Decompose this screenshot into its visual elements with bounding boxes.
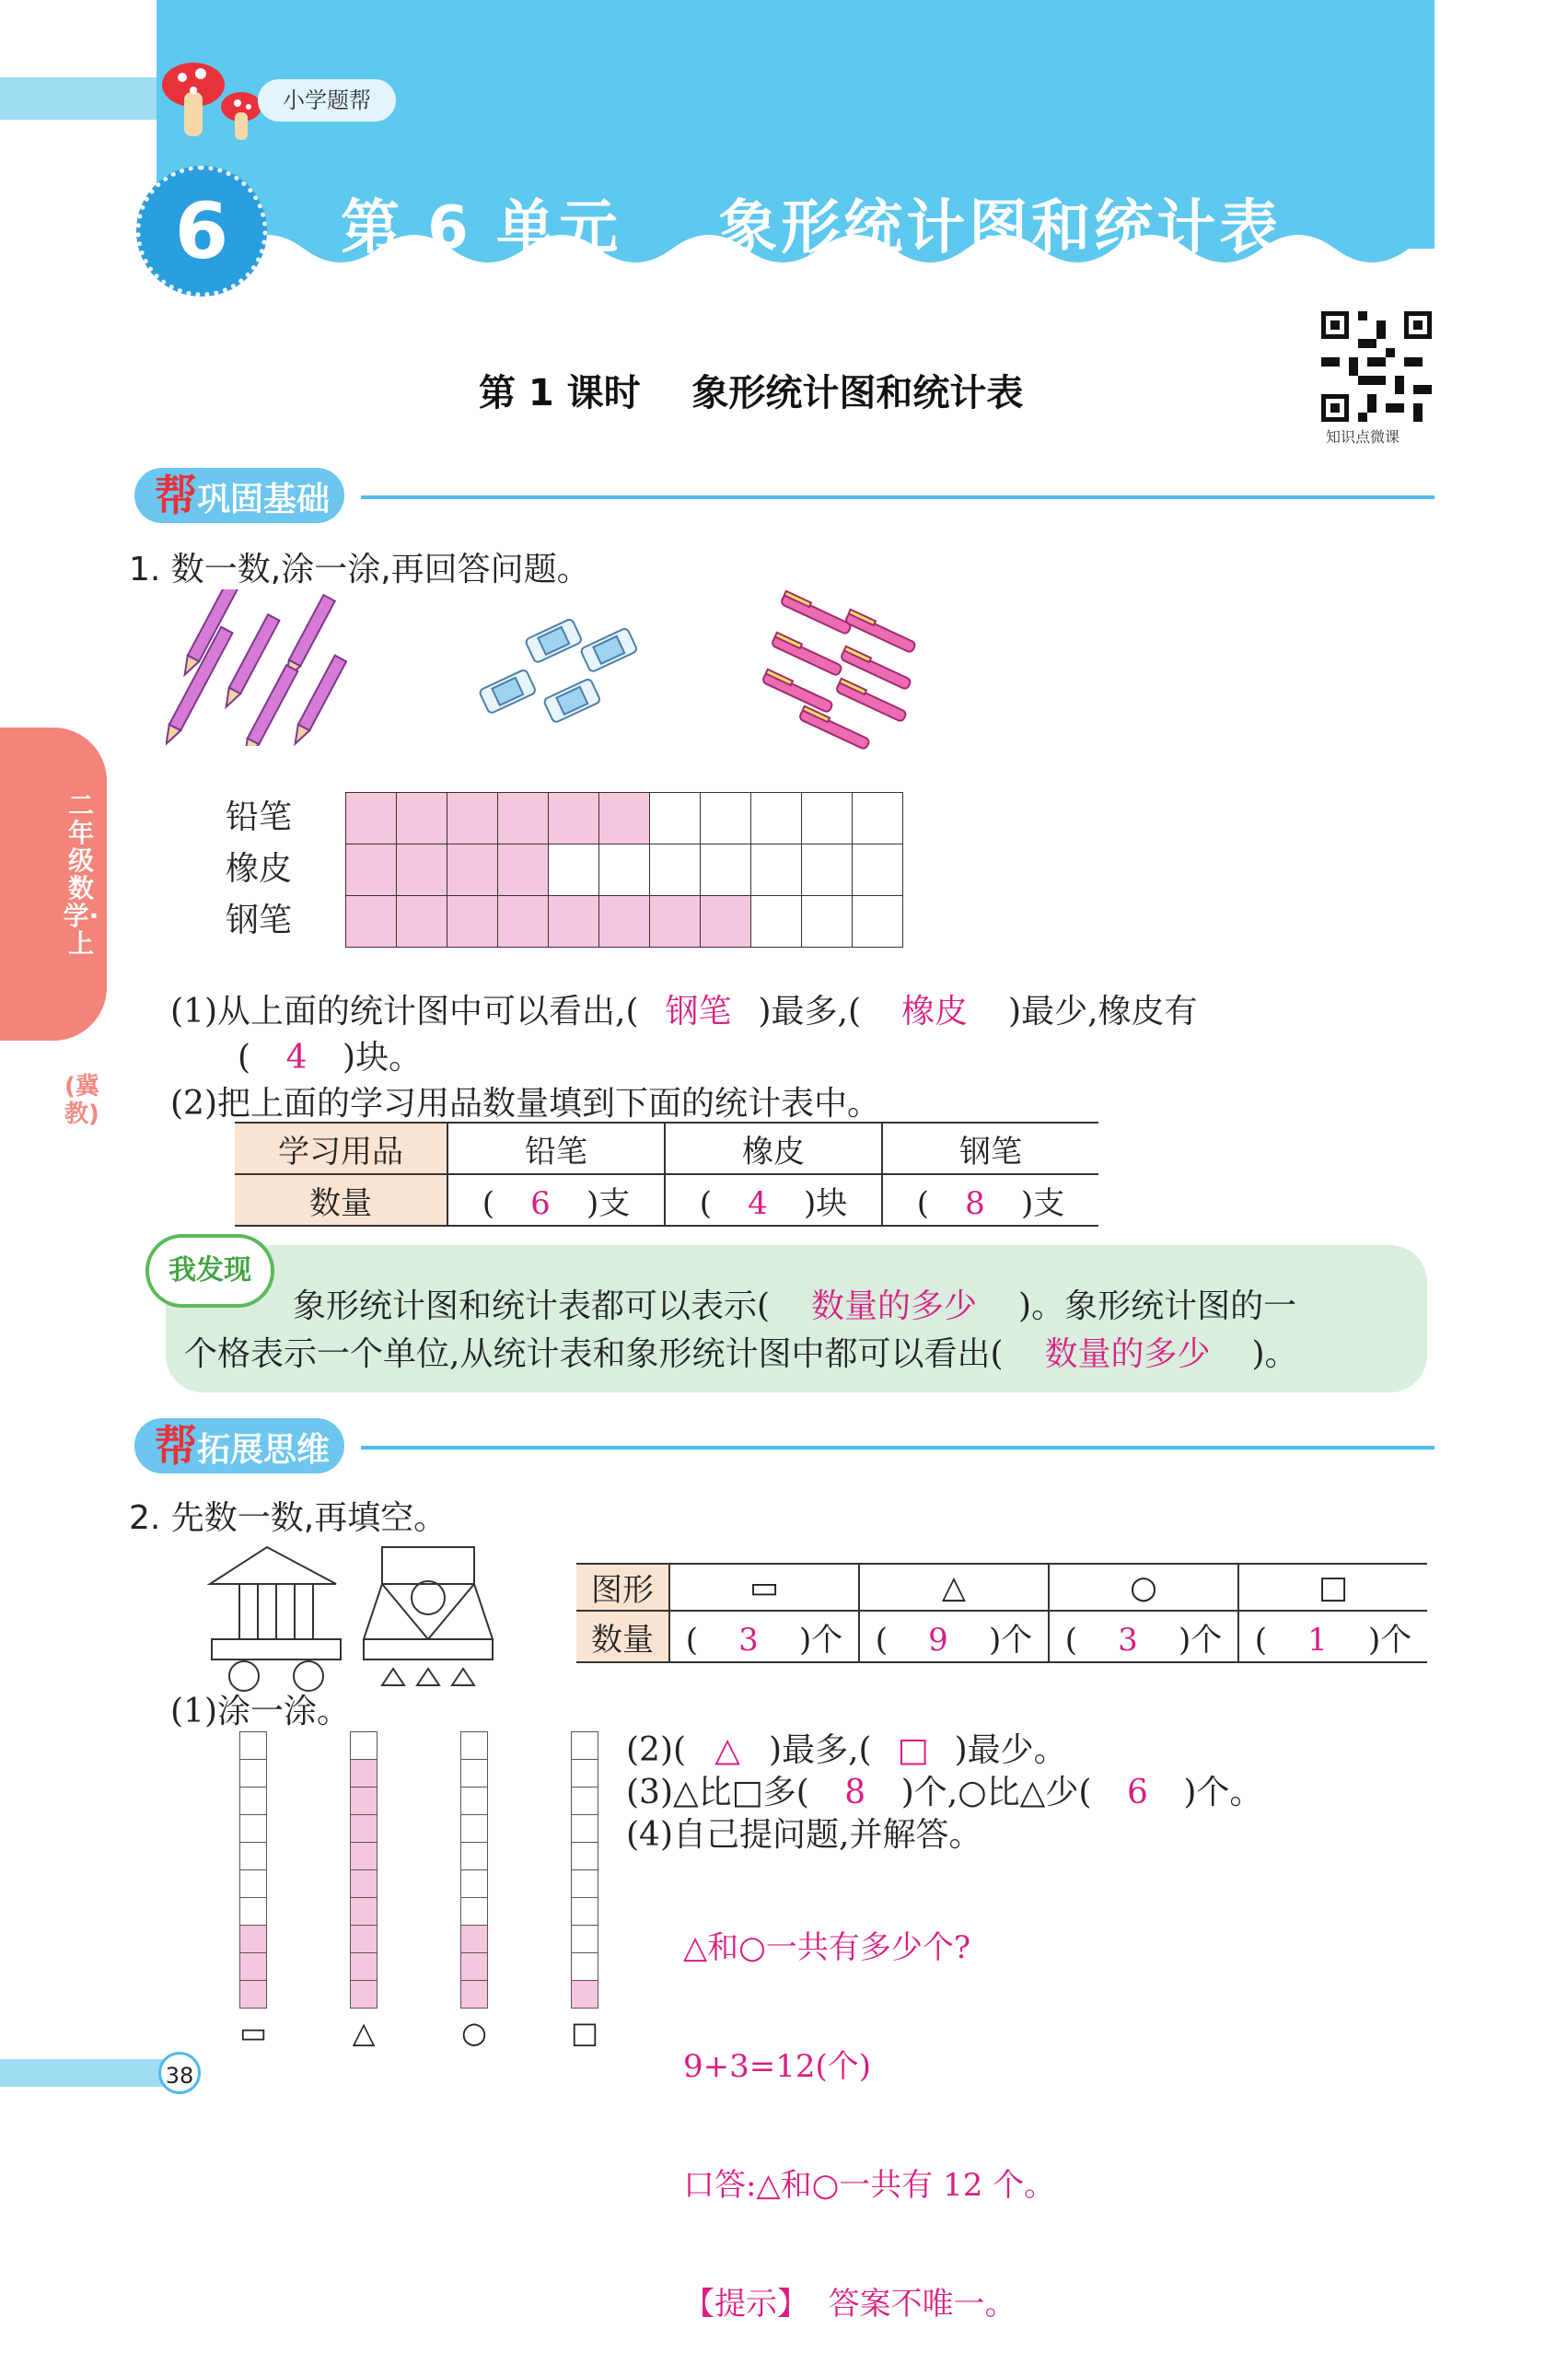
grid-cell[interactable] bbox=[497, 792, 549, 844]
q2-answer-block bbox=[683, 1849, 1055, 2364]
q2-sub3-text-b: )个,○比△少( bbox=[900, 1774, 1092, 1811]
bar-shape-label: □ bbox=[570, 2015, 599, 2050]
bar-cell[interactable] bbox=[239, 1731, 267, 1760]
grid-cell[interactable] bbox=[396, 792, 447, 844]
answer-value: 3 bbox=[1118, 1621, 1138, 1659]
bar-cell[interactable] bbox=[239, 1814, 267, 1843]
grid-cell[interactable] bbox=[700, 895, 751, 948]
page-number: 38 bbox=[158, 2052, 201, 2094]
bar-cell[interactable] bbox=[571, 1980, 598, 2009]
grid-cell[interactable] bbox=[345, 844, 397, 896]
bar-cell[interactable] bbox=[460, 1952, 488, 1981]
grid-cell[interactable] bbox=[345, 895, 397, 948]
discover-text-a: 象形统计图和统计表都可以表示( bbox=[293, 1287, 771, 1325]
bar-cell[interactable] bbox=[460, 1759, 488, 1788]
discover-line-2 bbox=[184, 1328, 1298, 1375]
bar-cell[interactable] bbox=[571, 1952, 598, 1981]
mushroom-icon bbox=[157, 55, 267, 151]
q2-stat-table bbox=[576, 1563, 1427, 1663]
bar-cell[interactable] bbox=[350, 1925, 377, 1953]
bar-cell[interactable] bbox=[571, 1787, 598, 1815]
side-edition: (冀教) bbox=[64, 1073, 99, 1128]
q1-sub1-text-b: )最多,( bbox=[758, 993, 862, 1031]
section-divider bbox=[361, 495, 1434, 499]
bar-cell[interactable] bbox=[460, 1842, 488, 1870]
bar-cell[interactable] bbox=[571, 1759, 598, 1788]
shape-header-cell: ○ bbox=[1049, 1564, 1238, 1611]
discover-text-d: )。 bbox=[1251, 1335, 1298, 1373]
bar-cell[interactable] bbox=[239, 1925, 267, 1953]
q2-bar-chart bbox=[230, 1731, 617, 2050]
table-answer-cell[interactable] bbox=[665, 1174, 882, 1226]
grid-cell[interactable] bbox=[447, 895, 498, 948]
bar-cell[interactable] bbox=[460, 1731, 488, 1760]
pens-picture bbox=[755, 580, 939, 759]
question-2-prompt: 2. 先数一数,再填空。 bbox=[129, 1499, 447, 1537]
bar-cell[interactable] bbox=[239, 1869, 267, 1898]
bar-cell[interactable] bbox=[350, 1731, 377, 1760]
grid-cell[interactable] bbox=[852, 792, 903, 844]
shape-header-cell: △ bbox=[859, 1564, 1049, 1611]
answer-value: 8 bbox=[965, 1184, 985, 1222]
bar-cell[interactable] bbox=[571, 1869, 598, 1898]
bar-cell[interactable] bbox=[350, 1814, 377, 1843]
answer-open: ( bbox=[1254, 1621, 1267, 1659]
grid-cell[interactable] bbox=[497, 844, 549, 896]
bar-cell[interactable] bbox=[460, 1980, 488, 2009]
q2-sub3-text-a: (3)△比□多( bbox=[626, 1774, 809, 1811]
bar-cell[interactable] bbox=[350, 1980, 377, 2009]
q1-sub1-answer-2[interactable]: 橡皮 bbox=[901, 993, 969, 1031]
shapes-picture bbox=[203, 1538, 497, 1698]
bar-cell[interactable] bbox=[350, 1952, 377, 1981]
grid-cell[interactable] bbox=[852, 895, 903, 948]
grid-cell[interactable] bbox=[447, 844, 498, 896]
q2-sub3-text-c: )个。 bbox=[1183, 1774, 1263, 1811]
grid-row-label: 橡皮 bbox=[226, 850, 293, 888]
answer-open: ( bbox=[875, 1621, 888, 1659]
q2-sub2 bbox=[626, 1724, 1067, 1771]
answer-line: 9+3=12(个) bbox=[683, 2048, 872, 2085]
section-consolidate-title bbox=[134, 468, 344, 523]
grid-cell[interactable] bbox=[700, 792, 751, 844]
answer-line: 【提示】 答案不唯一。 bbox=[683, 2286, 1016, 2323]
bar-cell[interactable] bbox=[350, 1869, 377, 1898]
q1-sub1-answer-3[interactable]: 4 bbox=[285, 1039, 308, 1077]
shape-header-cell: □ bbox=[1238, 1564, 1427, 1611]
section-title-char: 帮 bbox=[155, 471, 197, 520]
qr-code-icon[interactable] bbox=[1321, 311, 1432, 422]
answer-value: 3 bbox=[738, 1621, 759, 1659]
answer-value: 4 bbox=[748, 1184, 768, 1222]
grid-cell[interactable] bbox=[447, 792, 498, 844]
answer-unit: )支 bbox=[587, 1184, 631, 1222]
q1-sub1-answer-1[interactable]: 钢笔 bbox=[665, 993, 732, 1031]
answer-value: 1 bbox=[1307, 1621, 1328, 1659]
bar-cell[interactable] bbox=[350, 1897, 377, 1926]
shape-header-cell: ▭ bbox=[669, 1564, 859, 1611]
section-title-text: 巩固基础 bbox=[197, 481, 331, 518]
grid-cell[interactable] bbox=[497, 895, 549, 948]
answer-open: ( bbox=[699, 1184, 712, 1222]
grid-cell[interactable] bbox=[548, 895, 599, 948]
discover-badge: 我发现 bbox=[145, 1234, 274, 1308]
answer-unit: )个 bbox=[989, 1621, 1033, 1659]
footer-strip bbox=[0, 2059, 184, 2087]
pencils-picture bbox=[166, 589, 350, 750]
bar-cell[interactable] bbox=[350, 1759, 377, 1788]
answer-line: 口答:△和○一共有 12 个。 bbox=[683, 2167, 1056, 2204]
grid-cell[interactable] bbox=[548, 844, 599, 896]
section-title-text: 拓展思维 bbox=[197, 1431, 331, 1469]
q2-sub2-text-c: )最少。 bbox=[954, 1731, 1067, 1769]
bar-cell[interactable] bbox=[571, 1842, 598, 1870]
answer-unit: )块 bbox=[804, 1184, 848, 1222]
table-header-cell: 钢笔 bbox=[882, 1123, 1098, 1174]
q1-sub1-text-d2: )块。 bbox=[343, 1039, 423, 1077]
bar-shape-label: △ bbox=[352, 2015, 376, 2050]
answer-unit: )个 bbox=[1368, 1621, 1412, 1659]
answer-value: 6 bbox=[530, 1184, 551, 1222]
q1-sub1-text-d1: ( bbox=[238, 1039, 251, 1077]
discover-line-1 bbox=[293, 1280, 1296, 1327]
section-divider bbox=[361, 1446, 1434, 1450]
grid-cell[interactable] bbox=[801, 844, 853, 896]
q2-sub3-answer-2[interactable]: 6 bbox=[1126, 1774, 1148, 1811]
grid-cell[interactable] bbox=[396, 844, 447, 896]
q2-sub3-answer-1[interactable]: 8 bbox=[844, 1774, 866, 1811]
q2-sub4: (4)自己提问题,并解答。 bbox=[626, 1816, 982, 1854]
q2-sub2-answer-2[interactable]: □ bbox=[897, 1731, 929, 1769]
table-answer-cell[interactable] bbox=[669, 1611, 859, 1662]
table-row-label: 数量 bbox=[576, 1611, 669, 1662]
lesson-title: 第 1 课时 象形统计图和统计表 bbox=[479, 372, 1024, 414]
bar-cell[interactable] bbox=[460, 1897, 488, 1926]
grid-cell[interactable] bbox=[548, 792, 599, 844]
unit-title: 第 6 单元 象形统计图和统计表 bbox=[341, 194, 1283, 262]
bar-cell[interactable] bbox=[239, 1980, 267, 2009]
answer-open: ( bbox=[482, 1184, 494, 1222]
discover-text-c: 个格表示一个单位,从统计表和象形统计图中都可以看出( bbox=[184, 1335, 1004, 1373]
bar-cell[interactable] bbox=[460, 1925, 488, 1953]
brand-label: 小学题帮 bbox=[258, 79, 396, 122]
bar-cell[interactable] bbox=[571, 1814, 598, 1843]
bar-shape-label: ▭ bbox=[238, 2015, 268, 2050]
q2-sub1: (1)涂一涂。 bbox=[170, 1693, 350, 1730]
bar-cell[interactable] bbox=[239, 1787, 267, 1815]
grid-cell[interactable] bbox=[598, 895, 650, 948]
answer-line: △和○一共有多少个? bbox=[683, 1929, 971, 1966]
table-answer-cell[interactable] bbox=[1238, 1611, 1427, 1662]
bar-cell[interactable] bbox=[239, 1897, 267, 1926]
q2-sub2-text-b: )最多,( bbox=[769, 1731, 872, 1769]
side-grade: 二年级数学·上 bbox=[63, 790, 99, 959]
qr-label: 知识点微课 bbox=[1326, 428, 1400, 446]
answer-open: ( bbox=[685, 1621, 698, 1659]
bar-cell[interactable] bbox=[239, 1952, 267, 1981]
bar-cell[interactable] bbox=[350, 1842, 377, 1870]
q1-sub1-line1 bbox=[170, 985, 1198, 1032]
table-header-cell: 铅笔 bbox=[447, 1123, 665, 1174]
grid-cell[interactable] bbox=[598, 844, 650, 896]
bar-cell[interactable] bbox=[460, 1814, 488, 1843]
grid-cell[interactable] bbox=[750, 844, 802, 896]
q2-sub2-answer-1[interactable]: △ bbox=[714, 1731, 740, 1769]
table-answer-cell[interactable] bbox=[1049, 1611, 1238, 1662]
bar-cell[interactable] bbox=[239, 1842, 267, 1870]
grid-cell[interactable] bbox=[801, 792, 853, 844]
table-answer-cell[interactable] bbox=[447, 1174, 665, 1226]
grid-cell[interactable] bbox=[700, 844, 751, 896]
bar-cell[interactable] bbox=[460, 1787, 488, 1815]
answer-open: ( bbox=[1064, 1621, 1077, 1659]
discover-text-b: )。象形统计图的一 bbox=[1018, 1287, 1297, 1325]
grid-cell[interactable] bbox=[852, 844, 903, 896]
answer-unit: )个 bbox=[1179, 1621, 1223, 1659]
erasers-picture bbox=[470, 608, 645, 731]
grid-cell[interactable] bbox=[345, 792, 397, 844]
discover-answer-2[interactable]: 数量的多少 bbox=[1044, 1335, 1211, 1373]
q1-sub1-line2 bbox=[238, 1031, 422, 1078]
section-title-char: 帮 bbox=[155, 1421, 197, 1471]
answer-value: 9 bbox=[928, 1621, 948, 1659]
bar-cell[interactable] bbox=[239, 1759, 267, 1788]
grid-cell[interactable] bbox=[396, 895, 447, 948]
table-answer-cell[interactable] bbox=[859, 1611, 1049, 1662]
q1-sub1-text-a: (1)从上面的统计图中可以看出,( bbox=[170, 993, 639, 1031]
grid-row-label: 钢笔 bbox=[226, 902, 293, 939]
grid-cell[interactable] bbox=[801, 895, 853, 948]
q2-sub3 bbox=[626, 1766, 1262, 1813]
bar-cell[interactable] bbox=[571, 1897, 598, 1926]
table-header-cell: 图形 bbox=[576, 1564, 669, 1611]
table-header-cell: 学习用品 bbox=[235, 1123, 447, 1174]
grid-cell[interactable] bbox=[598, 792, 650, 844]
discover-answer-1[interactable]: 数量的多少 bbox=[811, 1287, 978, 1325]
q1-sub1-text-c: )最少,橡皮有 bbox=[1008, 993, 1198, 1031]
answer-unit: )支 bbox=[1021, 1184, 1065, 1222]
table-row-label: 数量 bbox=[235, 1174, 447, 1226]
grid-cell[interactable] bbox=[649, 844, 701, 896]
table-header-cell: 橡皮 bbox=[665, 1123, 882, 1174]
bar-cell[interactable] bbox=[571, 1731, 598, 1760]
unit-number-badge: 6 bbox=[136, 166, 267, 297]
grid-cell[interactable] bbox=[649, 792, 701, 844]
answer-unit: )个 bbox=[799, 1621, 843, 1659]
table-answer-cell[interactable] bbox=[882, 1174, 1098, 1226]
question-1-prompt: 1. 数一数,涂一涂,再回答问题。 bbox=[129, 551, 590, 588]
grid-cell[interactable] bbox=[649, 895, 701, 948]
q1-sub2: (2)把上面的学习用品数量填到下面的统计表中。 bbox=[170, 1085, 880, 1123]
bar-shape-label: ○ bbox=[461, 2015, 487, 2050]
grid-cell[interactable] bbox=[750, 895, 802, 948]
q2-sub2-text-a: (2)( bbox=[626, 1731, 687, 1769]
grid-row-label: 铅笔 bbox=[226, 798, 293, 836]
q1-stat-table bbox=[235, 1122, 1098, 1227]
bar-cell[interactable] bbox=[571, 1925, 598, 1953]
section-expand-title bbox=[134, 1418, 344, 1473]
bar-cell[interactable] bbox=[350, 1787, 377, 1815]
answer-open: ( bbox=[916, 1184, 929, 1222]
bar-cell[interactable] bbox=[460, 1869, 488, 1898]
grid-cell[interactable] bbox=[750, 792, 802, 844]
